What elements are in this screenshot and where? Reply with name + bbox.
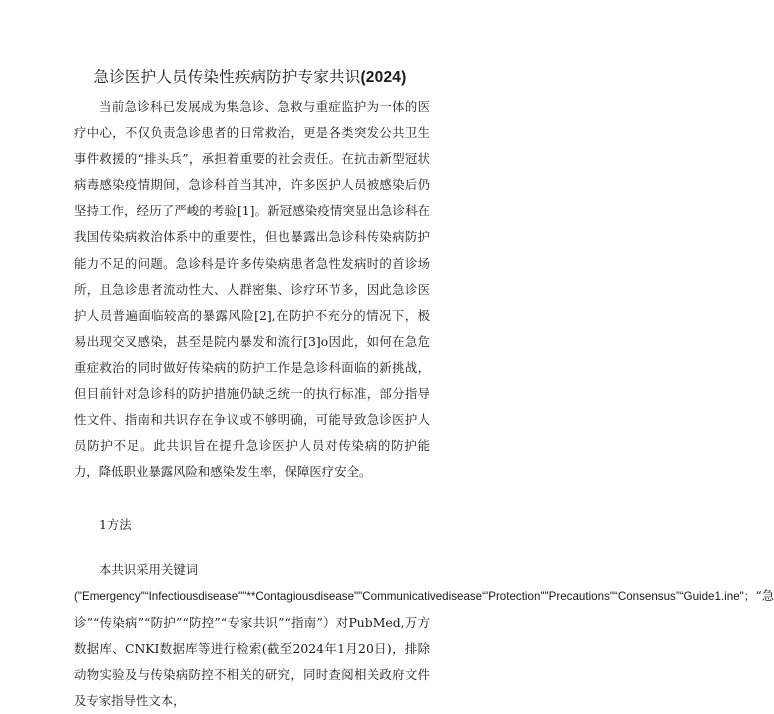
- title-text: 急诊医护人员传染性疾病防护专家共识: [93, 68, 361, 86]
- title-year: (2024): [360, 69, 407, 86]
- document-body: [74, 94, 774, 714]
- document-title: [0, 66, 500, 89]
- section-heading: 1方法: [99, 517, 132, 533]
- subsection-heading: 本共识采用关键词: [99, 561, 199, 577]
- keywords-paragraph: [74, 583, 774, 714]
- keywords-chinese: “急诊”“传染病”“防护”“防控”“专家共识”“指南”）对PubMed,万方数据库、CNKI数据库等进行检索(截至2024年1月20日)，排除动物实验及与传染病防控不相关的研究，同时查阅相关政府文件及专家指导性文本，: [74, 587, 774, 708]
- keywords-english: ("Emergency"“Infectiousdisease""**Contagiousdisease""Communicativedisease“'Protection""Precautions"“Consensus”“Guide1.ine"；: [74, 589, 756, 603]
- intro-paragraph: 当前急诊科已发展成为集急诊、急救与重症监护为一体的医疗中心，不仅负责急诊患者的日常救治，更是各类突发公共卫生事件救援的“排头兵”，承担着重要的社会责任。在抗击新型冠状病毒感染疫情期间，急诊科首当其冲，许多医护人员被感染后仍坚持工作，经历了严峻的考验[1]。新冠感染疫情突显出急诊科在我国传染病救治体系中的重要性，但也暴露出急诊科传染病防护能力不足的问题。急诊科是许多传染病患者急性发病时的首诊场所，且急诊患者流动性大、人群密集、诊疗环节多，因此急诊医护人员普遍面临较高的暴露风险[2],在防护不充分的情况下，极易出现交叉感染，甚至是院内暴发和流行[3]o因此，如何在急危重症救治的同时做好传染病的防护工作是急诊科面临的新挑战，但目前针对急诊科的防护措施仍缺乏统一的执行标准，部分指导性文件、指南和共识存在争议或不够明确，可能导致急诊医护人员防护不足。此共识旨在提升急诊医护人员对传染病的防护能力，降低职业暴露风险和感染发生率，保障医疗安全。: [74, 99, 430, 480]
